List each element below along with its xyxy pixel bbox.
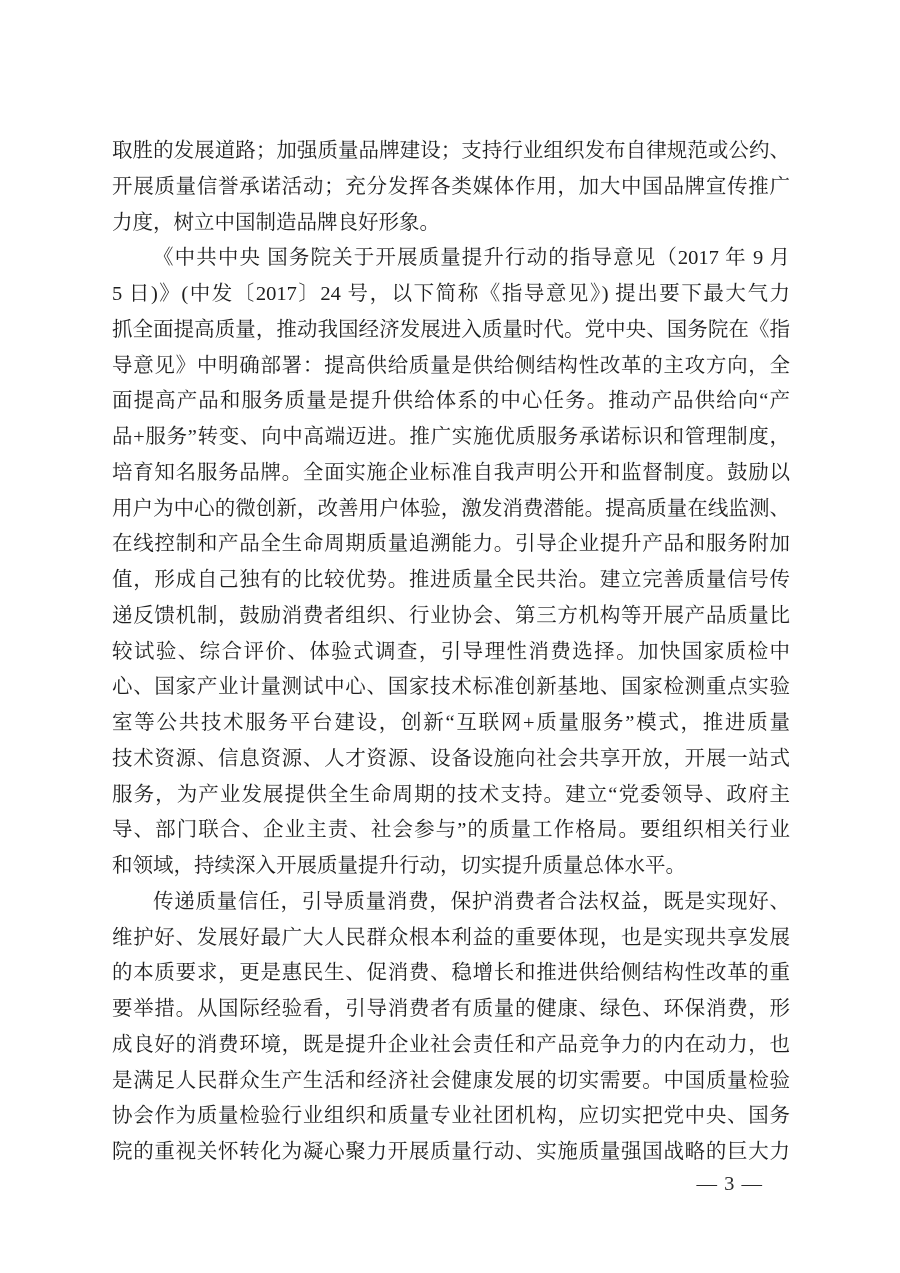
text-line: 5 日)》(中发〔2017〕24 号，以下简称《指导意见》) 提出要下最大气力 — [112, 283, 790, 305]
text-line: 开展质量信誉承诺活动；充分发挥各类媒体作用，加大中国品牌宣传推广 — [112, 175, 790, 198]
text-line: 值，形成自己独有的比较优势。推进质量全民共治。建立完善质量信号传 — [112, 569, 790, 591]
text-line: 面提高产品和服务质量是提升供给体系的中心任务。推动产品供给向“产 — [112, 390, 790, 413]
text-line: 心、国家产业计量测试中心、国家技术标准创新基地、国家检测重点实验 — [112, 676, 790, 699]
text-line: 和领域，持续深入开展质量提升行动，切实提升质量总体水平。 — [112, 855, 686, 877]
text-line: 服务，为产业发展提供全生命周期的技术支持。建立“党委领导、政府主 — [112, 783, 790, 806]
text-line: 力度，树立中国制造品牌良好形象。 — [112, 211, 440, 234]
text-line: 导意见》中明确部署：提高供给质量是供给侧结构性改革的主攻方向，全 — [112, 354, 790, 377]
text-line: 是满足人民群众生产生活和经济社会健康发展的切实需要。中国质量检验 — [112, 1069, 790, 1092]
text-line: 维护好、发展好最广大人民群众根本利益的重要体现，也是实现共享发展 — [112, 926, 790, 949]
text-line: 取胜的发展道路；加强质量品牌建设；支持行业组织发布自律规范或公约、 — [112, 140, 790, 162]
text-line: 传递质量信任，引导质量消费，保护消费者合法权益，既是实现好、 — [153, 890, 790, 913]
text-line: 导、部门联合、企业主责、社会参与”的质量工作格局。要组织相关行业 — [112, 819, 790, 842]
text-line: 在线控制和产品全生命周期质量追溯能力。引导企业提升产品和服务附加 — [112, 533, 790, 556]
text-line: 递反馈机制，鼓励消费者组织、行业协会、第三方机构等开展产品质量比 — [112, 604, 790, 627]
text-line: 要举措。从国际经验看，引导消费者有质量的健康、绿色、环保消费，形 — [112, 998, 790, 1020]
text-line: 技术资源、信息资源、人才资源、设备设施向社会共享开放，开展一站式 — [112, 747, 790, 770]
text-line: 的本质要求，更是惠民生、促消费、稳增长和推进供给侧结构性改革的重 — [112, 962, 790, 985]
text-line: 抓全面提高质量，推动我国经济发展进入质量时代。党中央、国务院在《指 — [112, 318, 790, 341]
text-line: 用户为中心的微创新，改善用户体验，激发消费潜能。提高质量在线监测、 — [112, 497, 790, 520]
text-line: 培育知名服务品牌。全面实施企业标准自我声明公开和监督制度。鼓励以 — [112, 461, 790, 484]
text-line: 成良好的消费环境，既是提升企业社会责任和产品竞争力的内在动力，也 — [112, 1033, 790, 1056]
text-line: 较试验、综合评价、体验式调查，引导理性消费选择。加快国家质检中 — [112, 640, 790, 663]
text-line: 《中共中央 国务院关于开展质量提升行动的指导意见（2017 年 9 月 — [153, 247, 790, 270]
text-line: 室等公共技术服务平台建设，创新“互联网+质量服务”模式，推进质量 — [112, 712, 790, 734]
text-line: 院的重视关怀转化为凝心聚力开展质量行动、实施质量强国战略的巨大力 — [112, 1141, 790, 1163]
text-line: 协会作为质量检验行业组织和质量专业社团机构，应切实把党中央、国务 — [112, 1105, 790, 1128]
document-body — [112, 134, 790, 1171]
text-line: 品+服务”转变、向中高端迈进。推广实施优质服务承诺标识和管理制度， — [112, 426, 790, 448]
page-number: — 3 — — [696, 1173, 763, 1195]
